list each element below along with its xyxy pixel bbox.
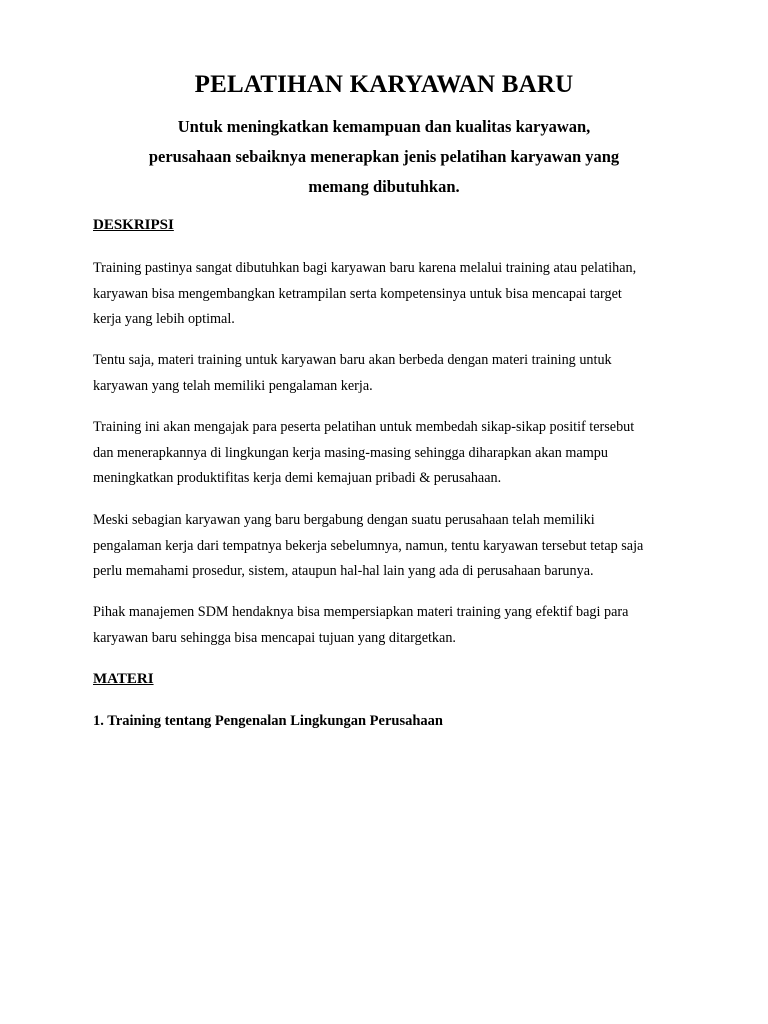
paragraph: [93, 508, 703, 585]
section-heading-materi: MATERI: [93, 671, 154, 687]
paragraph-line: Meski sebagian karyawan yang baru bergabung dengan suatu perusahaan telah memiliki: [93, 512, 595, 528]
subtitle-line: Untuk meningkatkan kemampuan dan kualitas karyawan,: [177, 117, 591, 136]
paragraph: [93, 415, 703, 492]
subtitle-line: perusahaan sebaiknya menerapkan jenis pelatihan karyawan yang: [148, 147, 620, 166]
paragraph-line: Training pastinya sangat dibutuhkan bagi karyawan baru karena melalui training atau pelatihan,: [93, 260, 637, 276]
paragraph-line: Pihak manajemen SDM hendaknya bisa mempersiapkan materi training yang efektif bagi para: [93, 604, 629, 620]
paragraph-line: dan menerapkannya di lingkungan kerja masing-masing sehingga diharapkan akan mampu: [93, 444, 608, 461]
document-title: PELATIHAN KARYAWAN BARU: [194, 71, 574, 98]
paragraph-line: Tentu saja, materi training untuk karyawan baru akan berbeda dengan materi training untuk: [93, 352, 612, 368]
paragraph-line: meningkatkan produktifitas kerja demi kemajuan pribadi & perusahaan.: [93, 470, 502, 486]
paragraph-line: kerja yang lebih optimal.: [93, 311, 235, 327]
paragraph-line: karyawan bisa mengembangkan ketrampilan serta kompetensinya untuk bisa mencapai target: [93, 285, 622, 302]
document-subtitle: [0, 112, 768, 202]
materi-item-heading: 1. Training tentang Pengenalan Lingkungan Perusahaan: [93, 713, 443, 729]
paragraph: [93, 256, 703, 333]
subtitle-line: memang dibutuhkan.: [308, 177, 460, 196]
paragraph: [93, 348, 703, 399]
paragraph-line: karyawan yang telah memiliki pengalaman kerja.: [93, 377, 373, 394]
paragraph-line: Training ini akan mengajak para peserta pelatihan untuk membedah sikap-sikap positif tersebut: [93, 419, 635, 435]
paragraph-line: perlu memahami prosedur, sistem, ataupun hal-hal lain yang ada di perusahaan barunya.: [93, 563, 594, 579]
paragraph-line: pengalaman kerja dari tempatnya bekerja sebelumnya, namun, tentu karyawan tersebut tetap saja: [93, 537, 644, 554]
section-heading-deskripsi: DESKRIPSI: [93, 217, 174, 233]
paragraph: [93, 600, 703, 651]
paragraph-line: karyawan baru sehingga bisa mencapai tujuan yang ditargetkan.: [93, 629, 456, 646]
